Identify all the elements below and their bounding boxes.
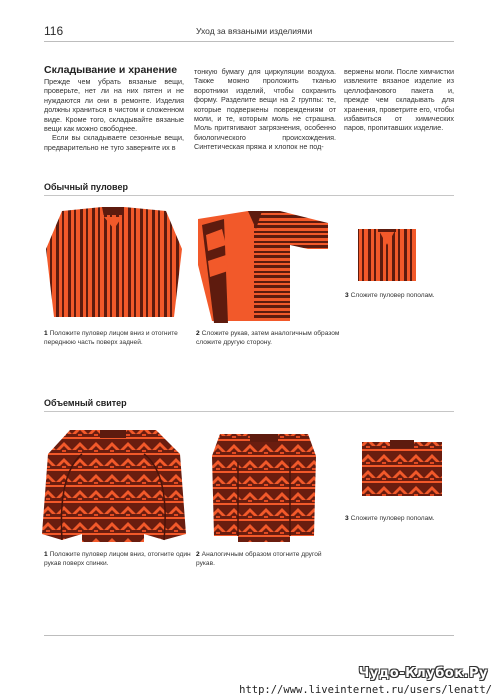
pullover-step-3-caption [345, 292, 455, 301]
section-rule-pullover [44, 195, 454, 196]
footer-rule [44, 635, 454, 636]
step-number: 2 [196, 551, 200, 558]
section-title-pullover: Обычный пуловер [44, 182, 128, 192]
step-text: Сложите пуловер пополам. [350, 292, 435, 299]
pullover-step-1-image [44, 205, 184, 320]
pullover-step-1-caption [44, 330, 194, 347]
step-number: 1 [44, 551, 48, 558]
step-text: Положите пуловер лицом вниз, отогните один рукав поверх спинки. [44, 551, 191, 567]
intro-text [44, 64, 454, 154]
step-number: 3 [345, 515, 349, 522]
pullover-step-3-image [356, 225, 418, 283]
step-number: 1 [44, 330, 48, 337]
intro-column-1 [44, 64, 184, 152]
pullover-step-2-caption [196, 330, 341, 347]
intro-paragraph-2: Если вы складываете сезонные вещи, предварительно не туго заверните их в [44, 133, 184, 152]
sweater-step-2-image [210, 426, 318, 542]
intro-paragraph-1: Прежде чем убрать вязаные вещи, проверьте, нет ли на них пятен и не нуждаются ли они в ремонте. Изделия должны храниться в чистом и сложенном виде. Кроме того, складывайте вязаные вещи как можно свободнее. [44, 77, 184, 134]
section-title-sweater: Объемный свитер [44, 398, 127, 408]
intro-column-3 [344, 67, 454, 133]
sweater-step-2-caption [196, 551, 336, 568]
header-rule [44, 41, 454, 42]
pullover-step-2-image [192, 205, 330, 323]
sweater-step-3-caption [345, 515, 455, 524]
step-text: Аналогичным образом отогните другой рукав. [196, 551, 322, 567]
step-number: 3 [345, 292, 349, 299]
sweater-step-1-caption [44, 551, 194, 568]
intro-column-2 [194, 67, 336, 152]
step-text: Положите пуловер лицом вниз и отогните переднюю часть поверх задней. [44, 330, 178, 346]
sweater-step-1-image [40, 424, 186, 544]
page-number: 116 [44, 24, 64, 38]
running-head: Уход за вязаными изделиями [196, 26, 313, 36]
site-watermark: Чудо-Клубок.Ру [358, 666, 488, 681]
section-heading: Складывание и хранение [44, 64, 178, 76]
step-number: 2 [196, 330, 200, 337]
sweater-step-3-image [360, 436, 444, 498]
step-text: Сложите пуловер пополам. [350, 515, 435, 522]
source-url[interactable]: http://www.liveinternet.ru/users/lenatt/ [239, 684, 492, 696]
intro-paragraph-3: тонкую бумагу для циркуляции воздуха. Также можно проложить тканью воротники изделий, чтобы сохранить форму. Разделите вещи на 2 группы: те, которые подвержены повреждениям от моли, и те, которым моль не страшна. Моль притягивают загрязнения, особенно биологического происхождения. Синтетическая пряжа и хлопок не под- [194, 67, 336, 152]
step-text: Сложите рукав, затем аналогичным образом сложите другую сторону. [196, 330, 340, 346]
page-header [44, 24, 452, 38]
section-rule-sweater [44, 411, 454, 412]
intro-paragraph-4: вержены моли. После химчистки извлеките вязаное изделие из целлофанового пакета и, прежде чем складывать для хранения, проветрите его, чтобы избавиться от химических паров, пропитавших изделие. [344, 67, 455, 133]
